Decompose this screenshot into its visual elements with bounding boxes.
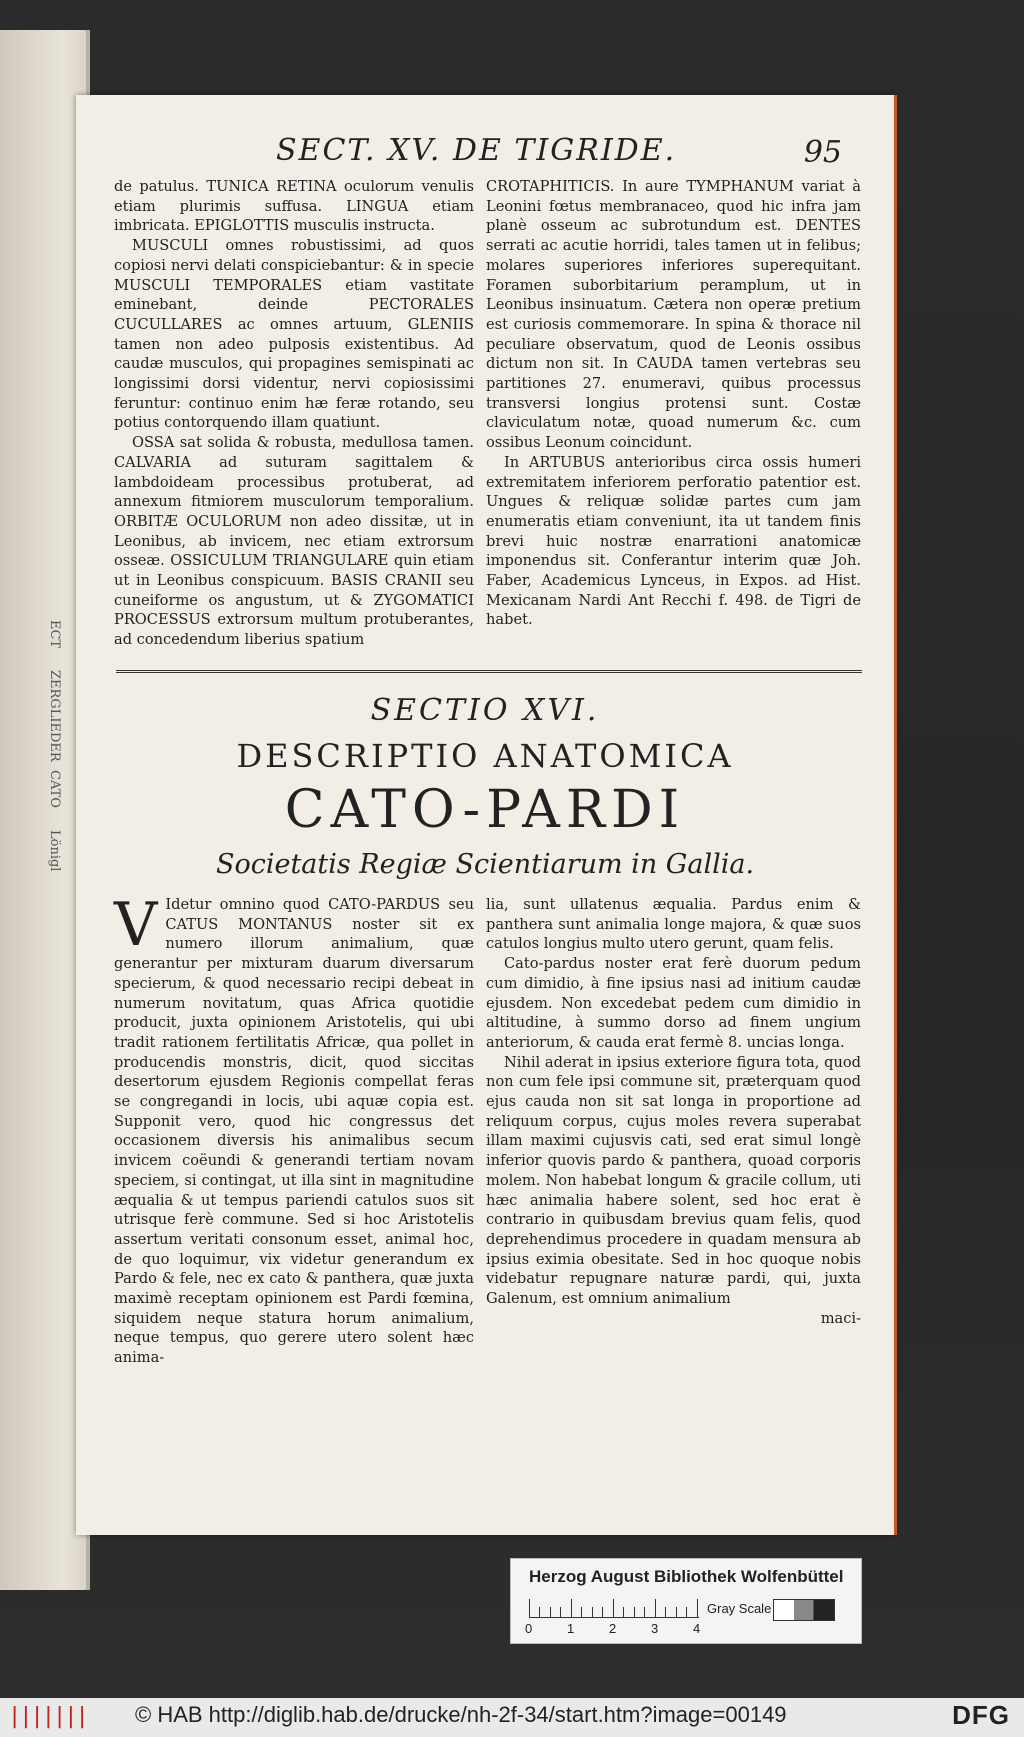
drop-capital: V xyxy=(114,890,158,960)
text-column-bottom-right xyxy=(486,895,861,1328)
footer-bar xyxy=(0,1698,1024,1737)
gray-scale-swatch xyxy=(773,1599,835,1621)
scale-number: 3 xyxy=(651,1621,659,1636)
scale-number: 0 xyxy=(525,1621,533,1636)
section-title: DESCRIPTIO ANATOMICA xyxy=(236,737,734,775)
library-name: Herzog August Bibliothek Wolfenbüttel xyxy=(529,1567,844,1586)
paragraph xyxy=(114,890,474,1368)
library-color-scale-stamp xyxy=(510,1558,862,1644)
paragraph: MUSCULI omnes robustissimi, ad quos copiosi nervi delati conspiciebantur: & in specie MUSCULI TEMPORALES etiam vastitate eminebant, deinde PECTORALES CUCULLARES ac omnes artuum, GLENIIS tamen non adeo pulposis existentibus. Ad caudæ musculos, qui propagines semispinati ac longissimi dorsi videntur, nervi copiosissimi feruntur: continuo enim hæ feræ rotando, seu potius contorquendo illam quatiunt. xyxy=(114,237,474,432)
section-subject: CATO-PARDI xyxy=(284,780,686,840)
running-title: SECT. XV. DE TIGRIDE. xyxy=(276,133,677,168)
text-column-top-right xyxy=(486,177,861,630)
scale-number: 2 xyxy=(609,1621,617,1636)
gray-scale-label: Gray Scale xyxy=(707,1601,772,1616)
text-column-top-left xyxy=(114,177,474,650)
paragraph: de patulus. TUNICA RETINA oculorum venulis etiam plurimis suffusa. LINGUA etiam imbricata. EPIGLOTTIS musculis instructa. xyxy=(114,178,474,235)
facing-page-fragment: CATO xyxy=(47,770,62,808)
facing-page-fragment: Lönigl xyxy=(47,830,62,872)
paragraph-text: Idetur omnino quod CATO-PARDUS seu CATUS MONTANUS noster sit ex numero illorum animalium, quæ generantur per mixturam duarum diversarum specierum, & quod necessario recipi debeat in numerum novitatum, quas Africa quotidie producit, juxta opinionem Aristotelis, qui ubi tradit rationem fertilitatis Africæ, qua pollet in producendis monstris, dicit, quod siccitas desertorum ejusdem Regionis compellat feras se congregandi in locis, ubi aquæ copia est. Supponit vero, quod hic congressus det occasionem diversis his animalibus secum invicem coëundi & generandi tertiam novam speciem, si contingat, ut illa sint in magnitudine æqualia & ut tempus pariendi catulos suos sit utrisque ferè commune. Sed si hoc Aristotelis assertum veritati consonum esset, animal hoc, de quo loquimur, vix videtur generandum ex Pardo & fele, nec ex cato & panthera, quæ juxta maximè receptam opinionem est Pardi fœmina, siquidem neque statura horum animalium, neque tempus, quo gerere utero solent hæc anima- xyxy=(114,896,474,1367)
section-divider xyxy=(116,670,862,673)
section-number: SECTIO XVI. xyxy=(370,693,600,728)
facing-page-fragment: ZERGLIEDER xyxy=(47,670,62,762)
text-column-bottom-left xyxy=(114,890,474,1368)
hab-logo-icon: ||||||| xyxy=(8,1704,87,1729)
document-page xyxy=(76,95,894,1535)
paragraph: OSSA sat solida & robusta, medullosa tamen. CALVARIA ad suturam sagittalem & lambdoideam processibus protuberat, ad annexum fitmiorem musculorum temporalium. ORBITÆ OCULORUM non adeo dissitæ, ut in Leonibus, ab invicem, nec etiam extrorsum osseæ. OSSICULUM TRIANGULARE quin etiam ut in Leonibus conspicuum. BASIS CRANII seu cuneiforme os angustum, ut & ZYGOMATICI PROCESSUS extrorsum multum protuberantes, ad concedendum liberius spatium xyxy=(114,434,474,649)
catchword: maci- xyxy=(820,1309,861,1327)
dfg-logo: DFG xyxy=(952,1700,1010,1730)
paragraph: In ARTUBUS anterioribus circa ossis humeri extremitatem inferiorem perforatio patentior est. Ungues & reliquæ solidæ partes cum jam enumeratis etiam conveniunt, ita ut tandem finis brevi huic nostræ enarrationi anatomicæ imponendus sit. Conferantur interim quæ Joh. Faber, Academicus Lynceus, in Expos. ad Hist. Mexicanam Nardi Ant Recchi f. 498. de Tigri de habet. xyxy=(486,453,861,629)
paragraph: lia, sunt ullatenus æqualia. Pardus enim & panthera sunt animalia longe majora, & quæ suos catulos longius multo utero gerunt, quam felis. xyxy=(486,896,861,953)
scale-number: 1 xyxy=(567,1621,575,1636)
section-attribution: Societatis Regiæ Scientiarum in Gallia. xyxy=(215,849,755,880)
scale-number: 4 xyxy=(693,1621,701,1636)
paragraph: Nihil aderat in ipsius exteriore figura tota, quod non cum fele ipsi commune sit, præterquam quod ejus cauda non sit sat longa in proportione ad reliquum corpus, cujus moles revera superabat illam maximi cujusvis cati, sed erat simul longè inferior quovis pardo & panthera, quoad corporis molem. Non habebat longum & gracile collum, uti hæc animalia habere solent, sed hoc erat è contrario in quibusdam brevius quam felis, quod deprehendimus procedere in quadam mensura ab ipsius eximia obesitate. Sed in hoc quoque nobis videbatur repugnare naturæ pardi, qui, juxta Galenum, est omnium animalium xyxy=(486,1053,861,1308)
running-header xyxy=(76,133,894,173)
page-number: 95 xyxy=(803,135,842,170)
footer-url[interactable]: © HAB http://diglib.hab.de/drucke/nh-2f-34/start.htm?image=00149 xyxy=(135,1702,787,1727)
paragraph: CROTAPHITICIS. In aure TYMPHANUM variat à Leonini fœtus membranaceo, quod hic infra jam planè osseum ac subrotundum est. DENTES serrati ac acutie horridi, tales tamen ut in felibus; molares superiores inferiores superequitant. Foramen suborbitarium peramplum, ut in Leonibus insinuatum. Cætera non operæ pretium est curiosis commemorare. In spina & thorace nil peculiare observatum, quod de Leonis ossibus dictum non sit. In CAUDA tamen vertebras seu partitiones 27. enumeravi, quibus processus transversi longius protensi sunt. Costæ claviculatum notæ, quoad numerum &c. cum ossibus Leonum coincidunt. xyxy=(486,178,861,452)
ruler-scale xyxy=(529,1595,699,1618)
facing-page-fragment: ECT xyxy=(47,620,62,649)
paragraph: Cato-pardus noster erat ferè duorum pedum cum dimidio, à fine ipsius nasi ad initium caudæ ejusdem. Non excedebat pedem cum dimidio in altitudine, à summo dorso ad finem ungium anteriorum, & cauda erat fermè 8. uncias longa. xyxy=(486,955,861,1051)
